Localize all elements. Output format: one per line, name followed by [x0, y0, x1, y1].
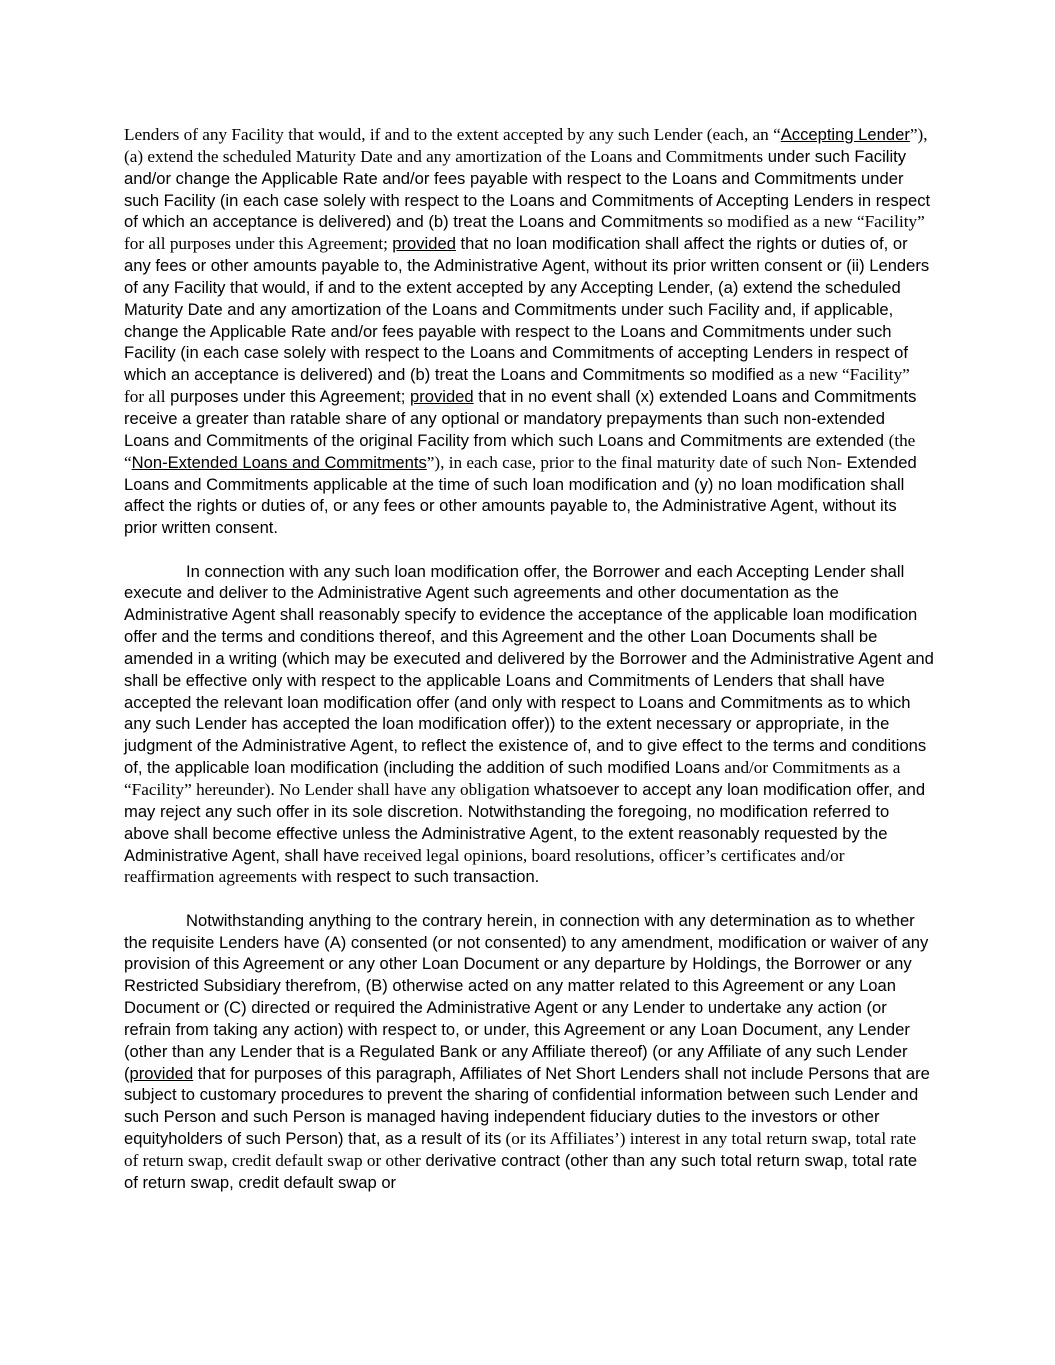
text-run: that for purposes of this paragraph, Affiliates of Net Short Lenders shall not include Persons that are subject to customary procedures to prevent the sharing of confidential information between such Lender and such Person and such Person is managed having independent fiduciary duties to the investors or other equityholders of such Person) that, as a result of its [124, 1063, 930, 1149]
text-run: In connection with any such loan modification offer, the Borrower and each Accepting Lender shall execute and deliver to the Administrative Agent such agreements and other documentation as the Administrative Agent shall reasonably specify to evidence the acceptance of the applicable loan modification offer and the terms and conditions thereof, and this Agreement and the other Loan Documents shall be amended in a writing (which may be executed and delivered by the Borrower and the Administrative Agent and shall be effective only with respect to the applicable Loans and Commitments of Lenders that shall have accepted the relevant loan modification offer (and only with respect to Loans and Commitments as to which any such Lender has accepted the loan modification offer)) to the extent necessary or appropriate, in the judgment of the Administrative Agent, to reflect the existence of, and to give effect to the terms and conditions of, the applicable loan modification (including the addition of such modified Loans [124, 561, 934, 778]
text-run: received legal opinions, board resolutions, officer’s certificates and/or reaffirmation agreements with [124, 845, 845, 887]
text-run: derivative contract (other than any such total return swap, total rate of return swap, credit default swap or [124, 1150, 918, 1192]
defined-term-non-extended-loans: Non-Extended Loans and Commitments [131, 452, 427, 472]
text-run: respect to such transaction. [331, 867, 540, 887]
text-run: under such Facility and/or change the Applicable Rate and/or fees payable with respect to the Loans and Commitments under such Facility (in each case solely with respect to the Loans and Commitments of Accepting Lenders in respect of which an acceptance is delivered) and (b) treat the Loans and Commitments [124, 146, 931, 232]
text-run: Lenders of any Facility that would, if and to the extent accepted by any such Lender (each, an “ [124, 125, 781, 144]
text-run: that no loan modification shall affect the rights or duties of, or any fees or other amounts payable to, the Administrative Agent, without its prior written consent or (ii) Lenders of any Facility that would, if and to the extent accepted by any Accepting Lender, (a) extend the scheduled Maturity Date and any amortization of the Loans and Commitments under such Facility and, if applicable, change the Applicable Rate and/or fees payable with respect to the Loans and Commitments under such Facility (in each case solely with respect to the Loans and Commitments of accepting Lenders in respect of which an acceptance is delivered) and (b) treat the Loans and Commitments so modified [124, 234, 930, 385]
text-run: as a new “Facility” for all [124, 365, 910, 407]
text-run: Notwithstanding anything to the contrary herein, in connection with any determination as to whether the requisite Lenders have (A) consented (or not consented) to any amendment, modification or waiver of any provision of this Agreement or any other Loan Document or any departure by Holdings, the Borrower or any Restricted Subsidiary therefrom, (B) otherwise acted on any matter related to this Agreement or any Loan Document or (C) directed or required the Administrative Agent or any Lender to undertake any action (or refrain from taking any action) with respect to, or under, this Agreement or any Loan Document, any Lender (other than any Lender that is a Regulated Bank or any Affiliate thereof) (or any Affiliate of any such Lender ( [124, 910, 929, 1083]
defined-term-accepting-lender: Accepting Lender [780, 125, 910, 144]
text-run: and/or Commitments as a “Facility” hereunder). No Lender shall have any obligation [124, 758, 901, 799]
paragraph-loan-modification-terms [124, 124, 934, 539]
paragraph-loan-modification-documentation [124, 561, 934, 889]
text-run: (the “ [124, 430, 916, 472]
text-run: so modified as a new “Facility” for all purposes under this Agreement; [124, 212, 925, 254]
provided-term: provided [409, 387, 474, 407]
paragraph-net-short-lenders [124, 910, 934, 1194]
text-run: purposes under this Agreement; [165, 387, 410, 407]
provided-term: provided [129, 1063, 194, 1083]
text-run: (or its Affiliates’) interest in any total return swap, total rate of return swap, credit default swap or other [124, 1129, 917, 1170]
document-body [124, 124, 934, 1215]
text-run: ”), in each case, prior to the final maturity date of such Non- [426, 452, 843, 472]
text-run: whatsoever to accept any loan modification offer, and may reject any such offer in its sole discretion. Notwithstanding the foregoing, no modification referred to above shall become effective unless the Administrative Agent, to the extent reasonably requested by the Administrative Agent, shall have [124, 779, 926, 865]
text-run: Extended Loans and Commitments applicable at the time of such loan modification and (y) no loan modification shall affect the rights or duties of, or any fees or other amounts payable to, the Administrative Agent, without its prior written consent. [124, 452, 917, 538]
text-run: that in no event shall (x) extended Loans and Commitments receive a greater than ratable share of any optional or mandatory prepayments than such non-extended Loans and Commitments of the original Facility from which such Loans and Commitments are extended [124, 387, 917, 450]
provided-term: provided [392, 234, 456, 254]
text-run: ”), (a) extend the scheduled Maturity Date and any amortization of the Loans and Commitments [124, 125, 928, 166]
